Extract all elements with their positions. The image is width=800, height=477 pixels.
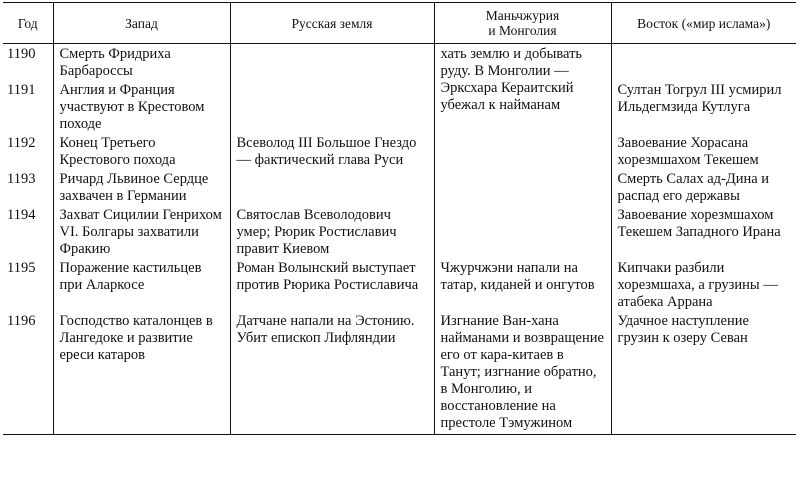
year-cell: 1192 bbox=[7, 135, 36, 151]
year-cell: 1196 bbox=[3, 311, 53, 435]
west-cell: Господство каталонцев в Лангедоке и развитие ереси катаров bbox=[53, 311, 230, 435]
manchuria-cell: хать землю и добывать руду. В Монголии — Эрксхара Кераитский убежал к найманам bbox=[434, 44, 611, 134]
east-cell: Смерть Салах ад-Дина и распад его державы bbox=[611, 169, 796, 205]
year-cell: 1190 bbox=[7, 46, 36, 62]
east-cell: Завоевание Хорасана хорезмшахом Текешем bbox=[611, 133, 796, 169]
west-cell: Ричард Львиное Сердце захвачен в Германии bbox=[53, 169, 230, 205]
chronology-table bbox=[3, 2, 796, 435]
manchuria-cell bbox=[434, 205, 611, 258]
header-russia: Русская земля bbox=[230, 3, 434, 44]
table-row bbox=[3, 133, 796, 169]
manchuria-cell bbox=[434, 133, 611, 169]
year-cell: 1195 bbox=[7, 260, 36, 276]
manchuria-cell: Изгнание Ван-хана найманами и возвращение его от кара-китаев в Танут; изгнание обратно, в Монголию, и восстановление на престоле Тэмужином bbox=[434, 311, 611, 435]
east-cell: Завоевание хорезмшахом Текешем Западного Ирана bbox=[611, 205, 796, 258]
header-row bbox=[3, 3, 796, 44]
manchuria-cell: Чжурчжэни напали на татар, киданей и онгутов bbox=[434, 258, 611, 311]
table-row bbox=[3, 80, 796, 133]
header-manchuria: Маньчжурия и Монголия bbox=[434, 3, 611, 44]
east-cell: Султан Тогрул III усмирил Ильдегмзида Кутлуга bbox=[611, 80, 796, 133]
header-year: Год bbox=[3, 3, 53, 44]
header-west: Запад bbox=[53, 3, 230, 44]
east-cell bbox=[611, 44, 796, 81]
manchuria-cell bbox=[434, 169, 611, 205]
russia-cell: Датчане напали на Эстонию. Убит епископ Лифляндии bbox=[230, 311, 434, 435]
east-cell: Кипчаки разбили хорезмшаха, а грузины — атабека Аррана bbox=[611, 258, 796, 311]
west-cell: Поражение кастильцев при Аларкосе bbox=[53, 258, 230, 311]
table-row bbox=[3, 44, 796, 81]
russia-cell bbox=[230, 80, 434, 133]
russia-cell: Святослав Всеволодович умер; Рюрик Ростиславич правит Киевом bbox=[230, 205, 434, 258]
table-row bbox=[3, 205, 796, 258]
table-row bbox=[3, 169, 796, 205]
west-cell: Англия и Франция участвуют в Крестовом походе bbox=[53, 80, 230, 133]
header-east: Восток («мир ислама») bbox=[611, 3, 796, 44]
year-cell: 1194 bbox=[7, 207, 36, 223]
russia-cell: Всеволод III Большое Гнездо — фактический глава Руси bbox=[230, 133, 434, 169]
table-row bbox=[3, 311, 796, 435]
west-cell: Смерть Фридриха Барбароссы bbox=[53, 44, 230, 81]
west-cell: Конец Третьего Крестового похода bbox=[53, 133, 230, 169]
east-cell: Удачное наступление грузин к озеру Севан bbox=[611, 311, 796, 435]
west-cell: Захват Сицилии Генрихом VI. Болгары захватили Фракию bbox=[53, 205, 230, 258]
table-row bbox=[3, 258, 796, 311]
year-cell: 1193 bbox=[7, 171, 36, 187]
year-cell: 1191 bbox=[7, 82, 36, 98]
russia-cell bbox=[230, 44, 434, 81]
russia-cell: Роман Волынский выступает против Рюрика Ростиславича bbox=[230, 258, 434, 311]
russia-cell bbox=[230, 169, 434, 205]
